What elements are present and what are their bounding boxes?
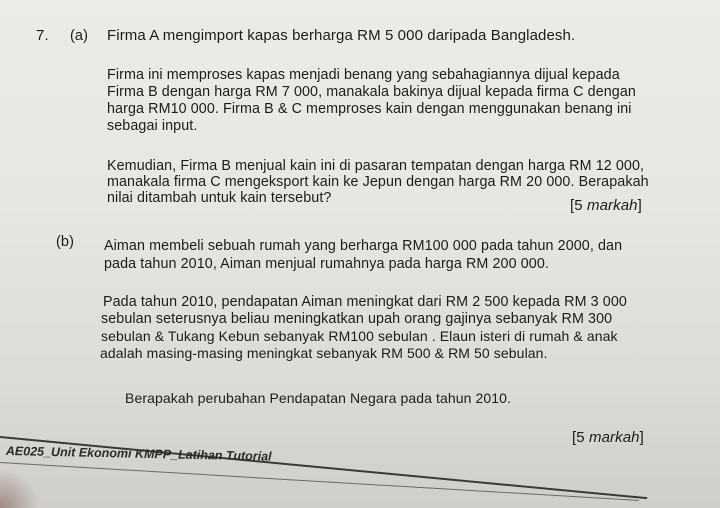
part-b-line-2: pada tahun 2010, Aiman menjual rumahnya pada harga RM 200 000. — [104, 256, 549, 272]
part-a-line-8: nilai ditambah untuk kain tersebut? — [107, 190, 332, 206]
part-a-line-3: Firma B dengan harga RM 7 000, manakala bakinya dijual kepada firma C dengan — [107, 84, 636, 100]
part-a-marks: [5 markah] — [570, 197, 642, 214]
part-b-line-7: Berapakah perubahan Pendapatan Negara pada tahun 2010. — [125, 390, 512, 406]
part-b-line-1: Aiman membeli sebuah rumah yang berharga RM100 000 pada tahun 2000, dan — [104, 238, 623, 254]
part-b-line-6: adalah masing-masing meningkat sebanyak RM 500 & RM 50 sebulan. — [100, 345, 548, 361]
finger-shadow — [0, 468, 40, 508]
part-b-marks: [5 markah] — [572, 429, 644, 446]
footer-text: AE025_Unit Ekonomi KMPP_Latihan Tutorial — [5, 444, 272, 464]
part-a-line-7: manakala firma C mengeksport kain ke Jepun dengan harga RM 20 000. Berapakah — [107, 174, 649, 190]
part-a-line-5: sebagai input. — [107, 118, 198, 134]
part-a-line-1: Firma A mengimport kapas berharga RM 5 000 daripada Bangladesh. — [107, 27, 576, 44]
part-b-line-4: sebulan seterusnya beliau meningkatkan upah orang gajinya sebanyak RM 300 — [101, 311, 613, 327]
part-b-label: (b) — [56, 234, 75, 250]
question-number: 7. — [36, 27, 49, 44]
part-a-label: (a) — [70, 28, 89, 44]
part-a-line-4: harga RM10 000. Firma B & C memproses kain dengan menggunakan benang ini — [107, 101, 632, 117]
part-b-line-3: Pada tahun 2010, pendapatan Aiman meningkat dari RM 2 500 kepada RM 3 000 — [103, 294, 627, 310]
part-b-line-5: sebulan & Tukang Kebun sebanyak RM100 sebulan . Elaun isteri di rumah & anak — [101, 328, 618, 344]
part-a-line-2: Firma ini memproses kapas menjadi benang yang sebahagiannya dijual kepada — [107, 67, 620, 83]
part-a-line-6: Kemudian, Firma B menjual kain ini di pasaran tempatan dengan harga RM 12 000, — [107, 158, 645, 174]
